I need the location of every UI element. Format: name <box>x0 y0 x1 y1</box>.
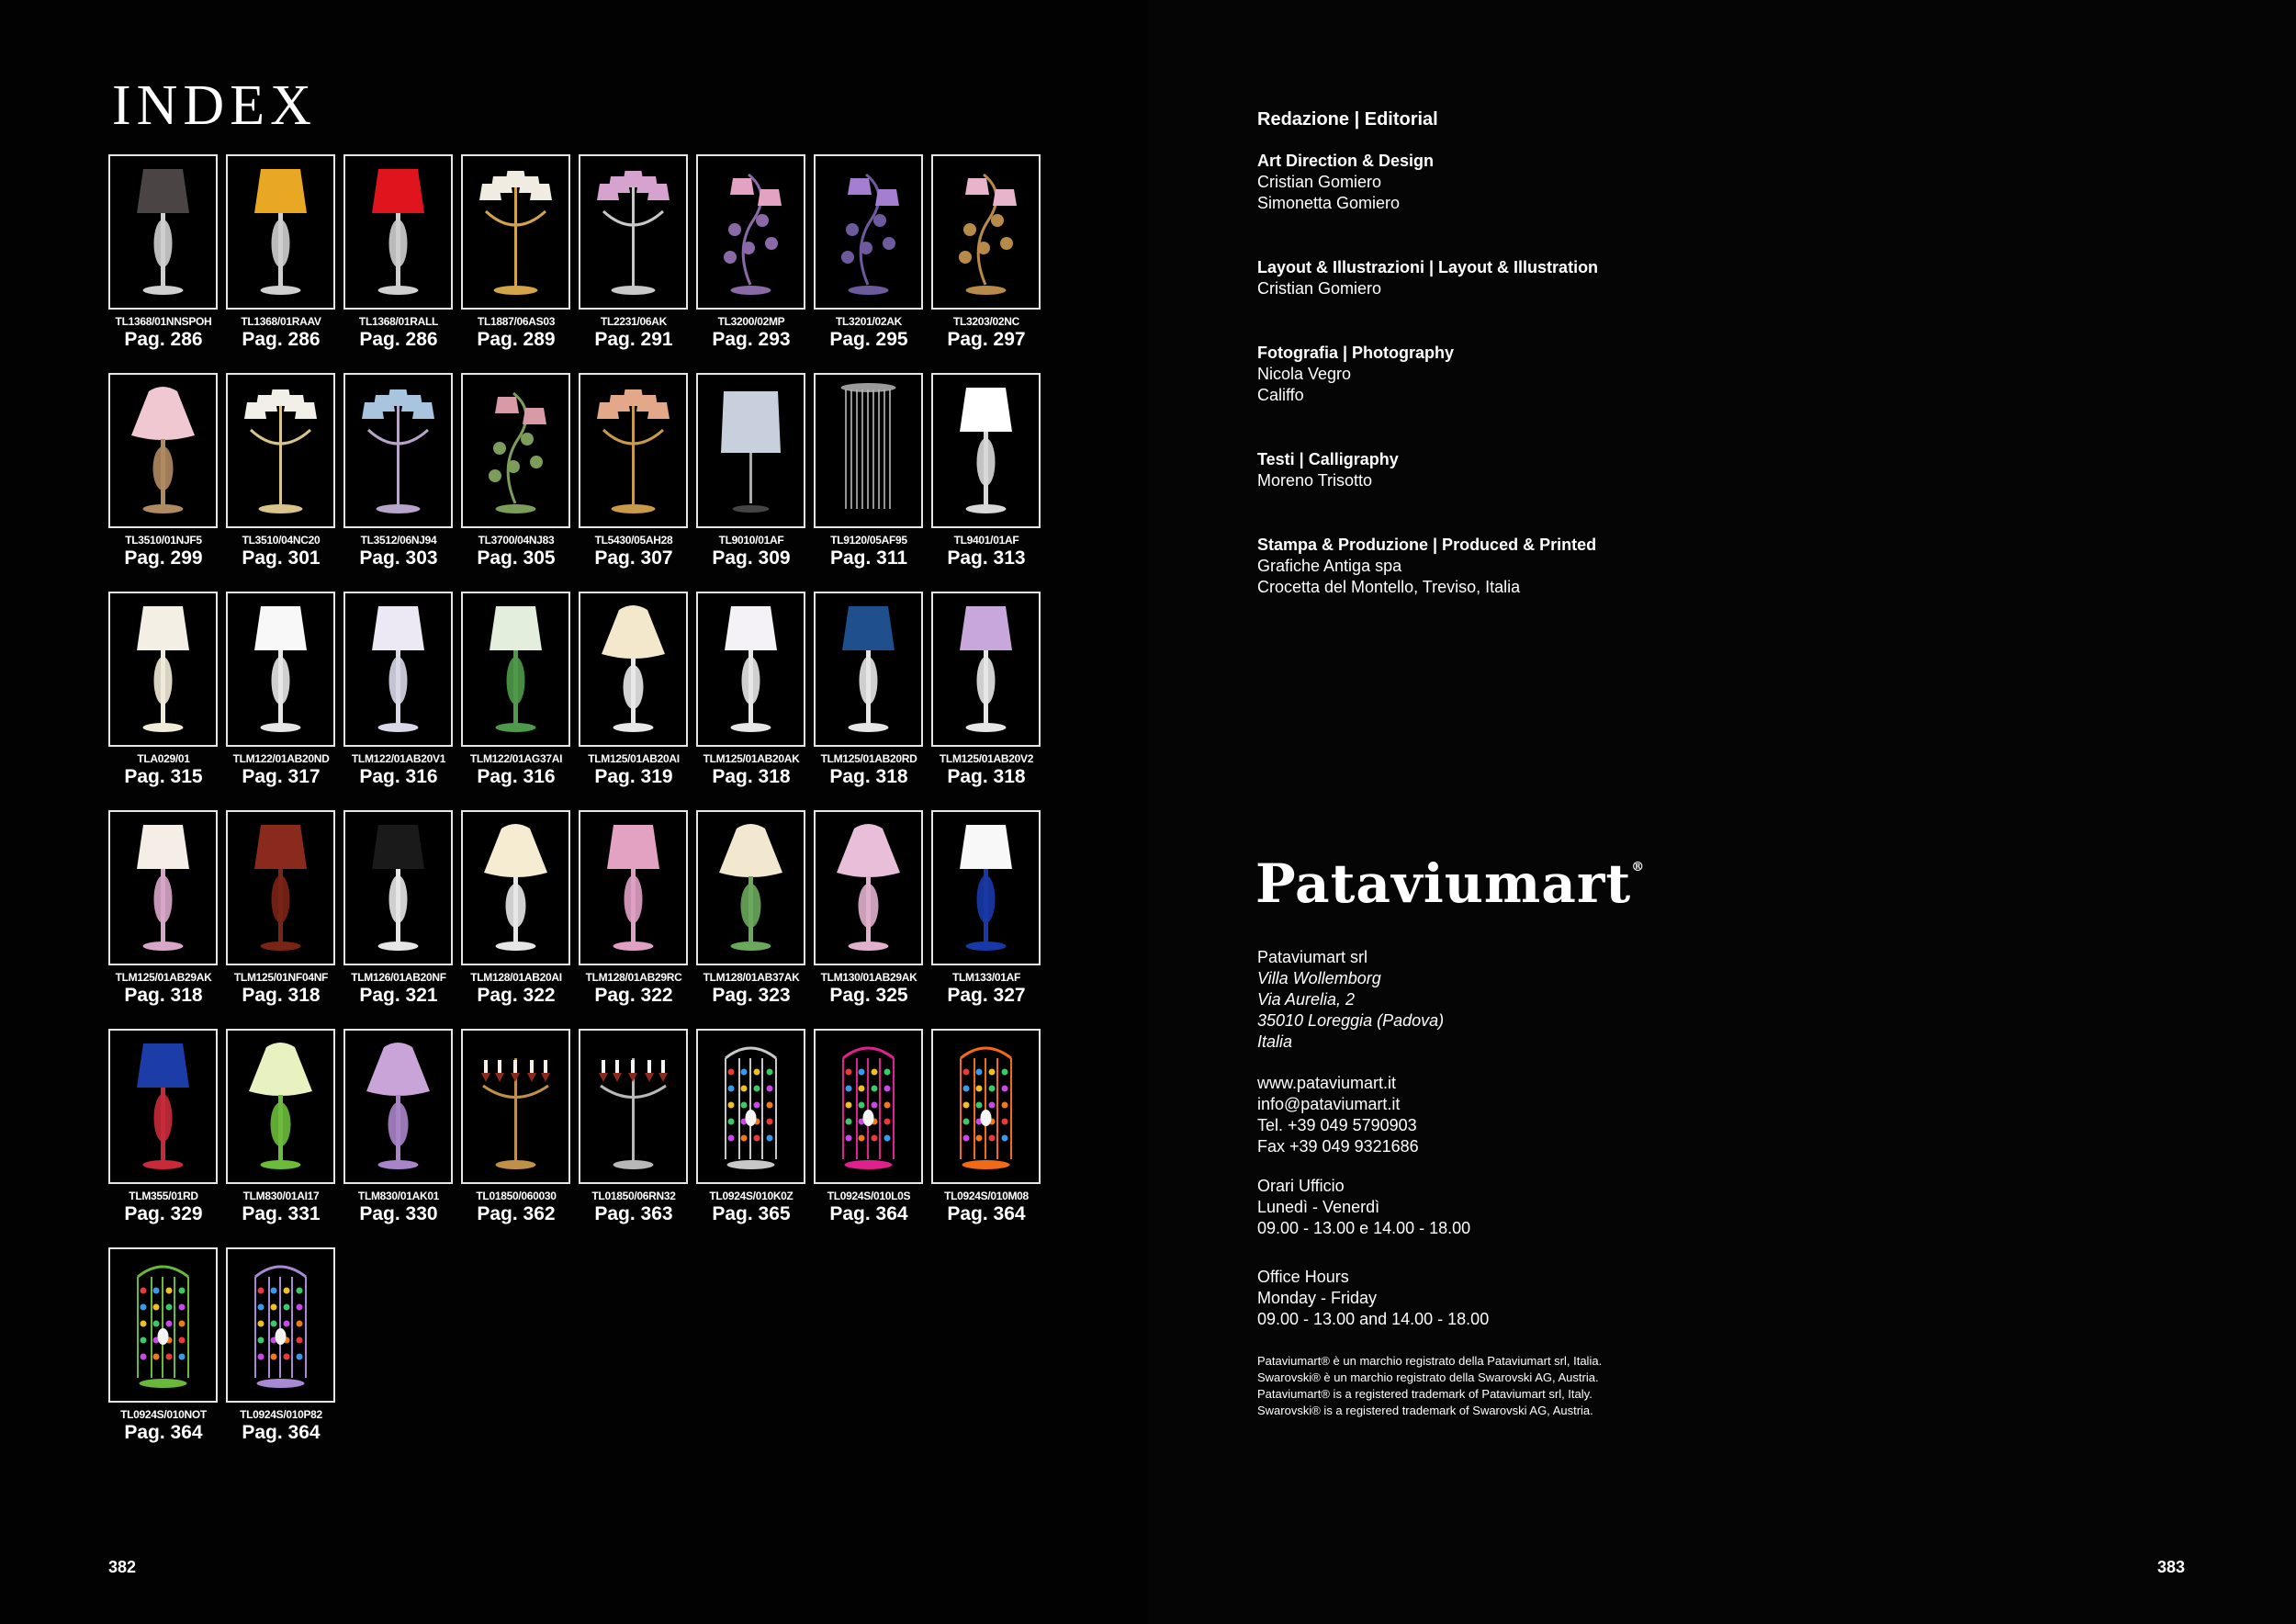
lamp-thumbnail <box>814 592 923 747</box>
product-code: TL0924S/010NOT <box>120 1408 207 1421</box>
page-reference: Pag. 315 <box>124 766 203 787</box>
product-code: TL9401/01AF <box>953 534 1019 547</box>
page-reference: Pag. 322 <box>477 985 556 1006</box>
page-number-right: 383 <box>2157 1558 2186 1576</box>
lamp-thumbnail <box>814 373 923 528</box>
product-code: TL3700/04NJ83 <box>478 534 555 547</box>
credit-heading: Stampa & Produzione | Produced & Printed <box>1257 536 1597 554</box>
hours-italian: Orari Ufficio Lunedì - Venerdì 09.00 - 13.00 e 14.00 - 18.00 <box>1257 1177 1471 1237</box>
email-link[interactable]: info@pataviumart.it <box>1257 1095 1401 1113</box>
page-reference: Pag. 311 <box>829 547 908 569</box>
product-code: TL01850/06RN32 <box>591 1190 676 1202</box>
product-code: TLM122/01AG37AI <box>469 752 563 765</box>
lamp-thumbnail <box>931 810 1041 965</box>
product-code: TLM125/01AB20AI <box>588 752 680 765</box>
lamp-thumbnail <box>226 1029 335 1184</box>
address-line: Via Aurelia, 2 <box>1257 990 1356 1009</box>
product-code: TLM122/01AB20V1 <box>351 752 446 765</box>
page-reference: Pag. 295 <box>829 329 908 350</box>
page-reference: Pag. 286 <box>242 329 321 350</box>
product-code: TLM128/01AB20AI <box>470 971 562 984</box>
credit-name: Moreno Trisotto <box>1257 471 1373 490</box>
page-reference: Pag. 323 <box>712 985 791 1006</box>
lamp-thumbnail <box>108 154 218 310</box>
page-reference: Pag. 365 <box>712 1203 791 1224</box>
product-code: TL0924S/010P82 <box>240 1408 322 1421</box>
product-code: TLM830/01AI17 <box>242 1190 320 1202</box>
product-code: TLM355/01RD <box>129 1190 198 1202</box>
phone: Tel. +39 049 5790903 <box>1257 1116 1417 1134</box>
contacts <box>1257 1073 1419 1157</box>
product-code: TL0924S/010M08 <box>944 1190 1029 1202</box>
page-reference: Pag. 331 <box>242 1203 321 1224</box>
hours-english: Office Hours Monday - Friday 09.00 - 13.00 and 14.00 - 18.00 <box>1257 1268 1490 1328</box>
lamp-thumbnail <box>108 373 218 528</box>
product-code: TLM122/01AB20ND <box>232 752 330 765</box>
lamp-thumbnail <box>461 810 570 965</box>
page-reference: Pag. 286 <box>124 329 203 350</box>
credit-printing <box>1257 535 1596 598</box>
page-reference: Pag. 303 <box>359 547 438 569</box>
page-reference: Pag. 309 <box>712 547 791 569</box>
product-code: TL2231/06AK <box>600 315 668 328</box>
product-code: TLM130/01AB29AK <box>820 971 917 984</box>
page-reference: Pag. 364 <box>242 1422 321 1443</box>
product-code: TL3200/02MP <box>717 315 785 328</box>
page-reference: Pag. 318 <box>947 766 1026 787</box>
address-line: Villa Wollemborg <box>1257 969 1381 987</box>
product-code: TL3203/02NC <box>952 315 1020 328</box>
credit-name: Simonetta Gomiero <box>1257 194 1401 212</box>
product-code: TL3510/04NC20 <box>242 534 321 547</box>
product-code: TL5430/05AH28 <box>594 534 673 547</box>
credit-name: Grafiche Antiga spa <box>1257 557 1402 575</box>
lamp-thumbnail <box>226 1247 335 1403</box>
page-reference: Pag. 363 <box>594 1203 673 1224</box>
lamp-thumbnail <box>226 373 335 528</box>
credit-name: Califfo <box>1257 386 1304 404</box>
product-code: TL0924S/010L0S <box>827 1190 911 1202</box>
page-reference: Pag. 329 <box>124 1203 203 1224</box>
page-reference: Pag. 364 <box>947 1203 1026 1224</box>
page-reference: Pag. 316 <box>359 766 438 787</box>
lamp-thumbnail <box>343 810 453 965</box>
page-reference: Pag. 318 <box>712 766 791 787</box>
lamp-thumbnail <box>108 810 218 965</box>
credit-texts <box>1257 449 1399 491</box>
fax: Fax +39 049 9321686 <box>1257 1137 1419 1156</box>
lamp-thumbnail <box>461 154 570 310</box>
credit-name: Nicola Vegro <box>1257 365 1352 383</box>
lamp-thumbnail <box>696 1029 805 1184</box>
page-reference: Pag. 291 <box>594 329 673 350</box>
product-code: TLM125/01AB29AK <box>115 971 212 984</box>
lamp-thumbnail <box>461 373 570 528</box>
page-reference: Pag. 319 <box>594 766 673 787</box>
credit-name: Crocetta del Montello, Treviso, Italia <box>1257 578 1521 596</box>
product-code: TL3510/01NJF5 <box>125 534 202 547</box>
page-reference: Pag. 313 <box>947 547 1026 569</box>
product-code: TL9120/05AF95 <box>830 534 907 547</box>
lamp-thumbnail <box>579 154 688 310</box>
credit-name: Cristian Gomiero <box>1257 279 1382 298</box>
lamp-thumbnail <box>343 154 453 310</box>
brand-logo: Pataviumart® <box>1255 852 1646 915</box>
page-reference: Pag. 318 <box>242 985 321 1006</box>
product-code: TLM125/01AB20AK <box>703 752 800 765</box>
credit-heading: Fotografia | Photography <box>1257 344 1455 362</box>
page-reference: Pag. 330 <box>359 1203 438 1224</box>
credit-heading: Art Direction & Design <box>1257 152 1435 170</box>
address-line: 35010 Loreggia (Padova) <box>1257 1011 1445 1030</box>
lamp-thumbnail <box>108 1029 218 1184</box>
page-reference: Pag. 301 <box>242 547 321 569</box>
lamp-thumbnail <box>814 810 923 965</box>
editorial-heading: Redazione | Editorial <box>1257 109 1438 130</box>
page-reference: Pag. 364 <box>124 1422 203 1443</box>
page-reference: Pag. 318 <box>124 985 203 1006</box>
page-reference: Pag. 362 <box>477 1203 556 1224</box>
lamp-thumbnail <box>814 154 923 310</box>
page-reference: Pag. 297 <box>947 329 1026 350</box>
page-reference: Pag. 364 <box>829 1203 908 1224</box>
page-number-left: 382 <box>108 1558 137 1576</box>
product-code: TLM126/01AB20NF <box>351 971 446 984</box>
product-code: TLM128/01AB37AK <box>703 971 800 984</box>
lamp-thumbnail <box>931 1029 1041 1184</box>
lamp-thumbnail <box>931 592 1041 747</box>
page-reference: Pag. 286 <box>359 329 438 350</box>
lamp-thumbnail <box>696 810 805 965</box>
lamp-thumbnail <box>696 373 805 528</box>
product-code: TLM125/01AB20RD <box>820 752 917 765</box>
page-reference: Pag. 317 <box>242 766 321 787</box>
page-reference: Pag. 327 <box>947 985 1026 1006</box>
credit-heading: Layout & Illustrazioni | Layout & Illustration <box>1257 258 1599 276</box>
product-code: TL0924S/010K0Z <box>709 1190 793 1202</box>
lamp-thumbnail <box>226 154 335 310</box>
product-code: TLM125/01NF04NF <box>233 971 329 984</box>
product-code: TL1887/06AS03 <box>477 315 556 328</box>
product-code: TL1368/01RALL <box>358 315 439 328</box>
lamp-thumbnail <box>108 592 218 747</box>
lamp-thumbnail <box>226 810 335 965</box>
index-title: INDEX <box>112 74 317 137</box>
lamp-thumbnail <box>226 592 335 747</box>
page-reference: Pag. 316 <box>477 766 556 787</box>
lamp-thumbnail <box>343 592 453 747</box>
product-code: TLM133/01AF <box>951 971 1021 984</box>
product-code: TLM125/01AB20V2 <box>939 752 1034 765</box>
lamp-thumbnail <box>579 810 688 965</box>
page-reference: Pag. 289 <box>477 329 556 350</box>
lamp-thumbnail <box>696 592 805 747</box>
lamp-thumbnail <box>814 1029 923 1184</box>
lamp-thumbnail <box>461 1029 570 1184</box>
credit-name: Cristian Gomiero <box>1257 173 1382 191</box>
lamp-thumbnail <box>343 373 453 528</box>
lamp-thumbnail <box>931 373 1041 528</box>
company-address <box>1257 947 1444 1053</box>
product-code: TL1368/01NNSPOH <box>115 315 212 328</box>
lamp-thumbnail <box>461 592 570 747</box>
page-reference: Pag. 293 <box>712 329 791 350</box>
page-reference: Pag. 299 <box>124 547 203 569</box>
legal-notice: Pataviumart® è un marchio registrato della Pataviumart srl, Italia. Swarovski® è un marchio registrato della Swarovski AG, Austria. Pataviumart® is a registered trademark of Pataviumart srl, Italy. Swarovski® is a registered trademark of Swarovski AG, Austria. <box>1257 1354 1603 1417</box>
page-reference: Pag. 318 <box>829 766 908 787</box>
product-code: TLM830/01AK01 <box>357 1190 440 1202</box>
product-code: TL1368/01RAAV <box>241 315 321 328</box>
lamp-thumbnail <box>579 1029 688 1184</box>
lamp-thumbnail <box>579 373 688 528</box>
lamp-thumbnail <box>931 154 1041 310</box>
page-reference: Pag. 325 <box>829 985 908 1006</box>
product-code: TL01850/060030 <box>476 1190 557 1202</box>
credit-layout <box>1257 257 1598 299</box>
lamp-thumbnail <box>108 1247 218 1403</box>
page-reference: Pag. 305 <box>477 547 556 569</box>
page-reference: Pag. 307 <box>594 547 673 569</box>
credit-art-direction <box>1257 151 1434 214</box>
lamp-thumbnail <box>579 592 688 747</box>
product-code: TL9010/01AF <box>718 534 784 547</box>
website-link[interactable]: www.pataviumart.it <box>1257 1074 1397 1092</box>
page-reference: Pag. 322 <box>594 985 673 1006</box>
lamp-thumbnail <box>343 1029 453 1184</box>
page-reference: Pag. 321 <box>359 985 438 1006</box>
company-name: Pataviumart srl <box>1257 948 1368 966</box>
product-code: TL3201/02AK <box>835 315 903 328</box>
address-line: Italia <box>1257 1032 1293 1051</box>
product-code: TLA029/01 <box>137 752 190 765</box>
product-code: TL3512/06NJ94 <box>360 534 437 547</box>
credit-photography <box>1257 343 1454 406</box>
lamp-thumbnail <box>696 154 805 310</box>
product-code: TLM128/01AB29RC <box>585 971 682 984</box>
credit-heading: Testi | Calligraphy <box>1257 450 1399 468</box>
